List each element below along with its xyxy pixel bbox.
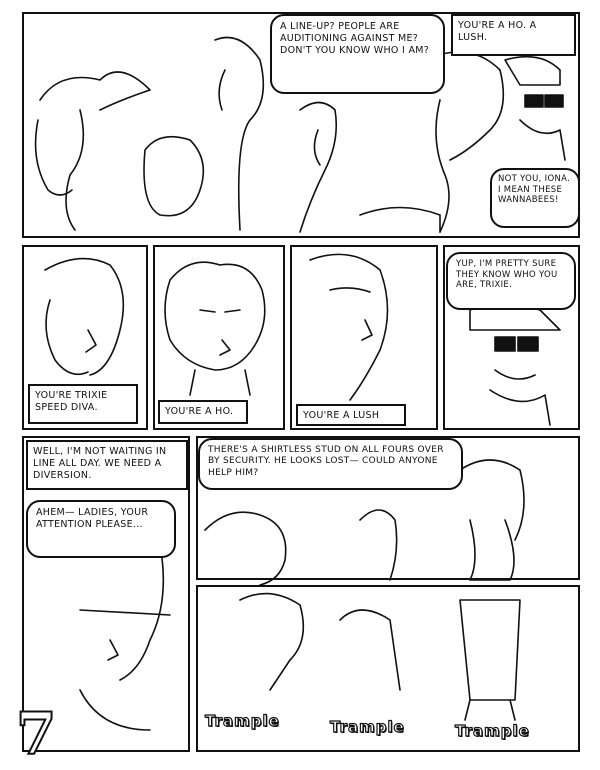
sfx-trample-1: Trample xyxy=(205,712,280,730)
sfx-trample-3: Trample xyxy=(455,722,530,740)
page-number: 7 xyxy=(16,700,57,768)
panel-4 xyxy=(290,245,438,430)
speech-bubble-not-you-iona: NOT YOU, IONA. I MEAN THESE WANNABEES! xyxy=(490,168,580,228)
sfx-trample-2: Trample xyxy=(330,718,405,736)
caption-not-waiting: WELL, I'M NOT WAITING IN LINE ALL DAY. WE NEED A DIVERSION. xyxy=(26,440,188,490)
speech-bubble-shirtless-stud: THERE'S A SHIRTLESS STUD ON ALL FOURS OVER BY SECURITY. HE LOOKS LOST— COULD ANYONE HELP HIM? xyxy=(198,438,463,490)
speech-bubble-ahem-ladies: AHEM— LADIES, YOUR ATTENTION PLEASE... xyxy=(26,500,176,558)
speech-box-ho-lush: YOU'RE A HO. A LUSH. xyxy=(451,14,576,56)
speech-bubble-pretty-sure: YUP, I'M PRETTY SURE THEY KNOW WHO YOU ARE, TRIXIE. xyxy=(446,252,576,310)
speech-bubble-lineup: A LINE-UP? PEOPLE ARE AUDITIONING AGAINST ME? DON'T YOU KNOW WHO I AM? xyxy=(270,14,445,94)
caption-youre-a-lush: YOU'RE A LUSH xyxy=(296,404,406,426)
caption-youre-a-ho: YOU'RE A HO. xyxy=(158,400,248,424)
caption-trixie-speed-diva: YOU'RE TRIXIE SPEED DIVA. xyxy=(28,384,138,424)
